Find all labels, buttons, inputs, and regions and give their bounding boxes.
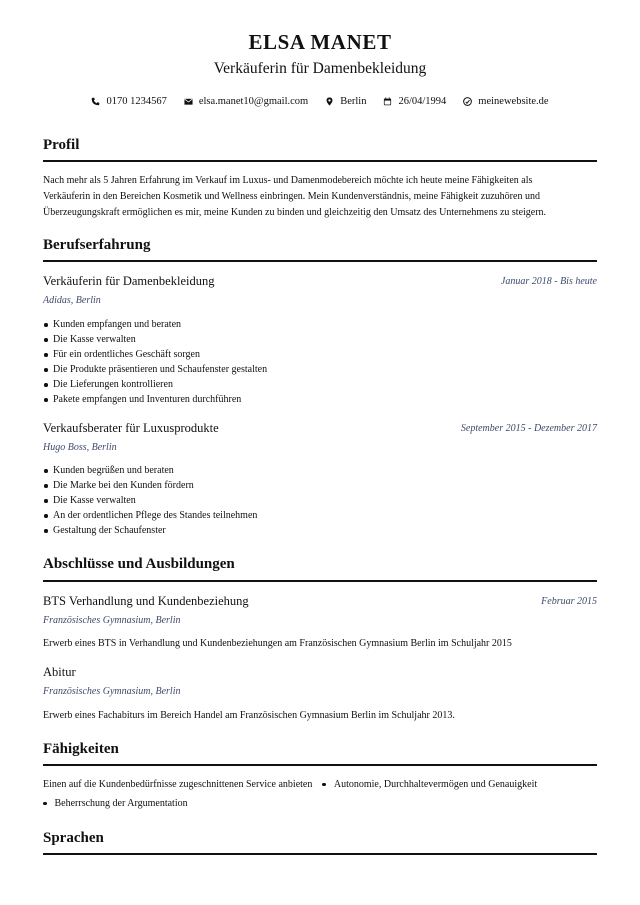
- list-item: Gestaltung der Schaufenster: [43, 523, 257, 538]
- section-heading-profile: Profil: [43, 137, 80, 153]
- skill-item: [43, 798, 188, 809]
- job-task-list: [43, 317, 267, 407]
- job-employer: Adidas, Berlin: [43, 295, 101, 306]
- job-date: September 2015 - Dezember 2017: [460, 423, 597, 434]
- skill-item: [322, 779, 537, 790]
- list-item: Kunden begrüßen und beraten: [43, 463, 257, 478]
- list-item: Die Marke bei den Kunden fördern: [43, 478, 257, 493]
- list-item: Die Kasse verwalten: [43, 493, 257, 508]
- contact-website-text: meinewebsite.de: [478, 96, 549, 107]
- contact-email: [184, 96, 308, 107]
- profile-line: Verkäuferin in den Bereichen Kosmetik und Wellness einbringen. Mein Kundenverständnis, meine Fähigkeit zuzuhören und: [43, 191, 540, 202]
- education-title: BTS Verhandlung und Kundenbeziehung: [43, 594, 249, 608]
- contact-phone: [91, 96, 166, 107]
- job-task-list: [43, 463, 257, 538]
- location-pin-icon: [325, 97, 334, 106]
- section-divider: [43, 853, 597, 855]
- education-description: Erwerb eines BTS in Verhandlung und Kundenbeziehungen am Französischen Gymnasium Berlin im Schuljahr 2015: [43, 638, 512, 649]
- profile-text: [43, 173, 597, 221]
- section-heading-experience: Berufserfahrung: [43, 237, 151, 253]
- job-employer: Hugo Boss, Berlin: [43, 442, 117, 453]
- contact-birthdate: [383, 96, 446, 107]
- candidate-job-title: Verkäuferin für Damenbekleidung: [213, 60, 427, 77]
- list-item: An der ordentlichen Pflege des Standes teilnehmen: [43, 508, 257, 523]
- calendar-icon: [383, 97, 392, 106]
- education-title: Abitur: [43, 665, 76, 679]
- section-heading-languages: Sprachen: [43, 830, 104, 846]
- skill-text: Einen auf die Kundenbedürfnisse zugeschnittenen Service anbieten: [43, 779, 313, 790]
- section-divider: [43, 260, 597, 262]
- section-divider: [43, 160, 597, 162]
- section-heading-education: Abschlüsse und Ausbildungen: [43, 556, 235, 572]
- section-heading-skills: Fähigkeiten: [43, 741, 119, 757]
- education-school: Französisches Gymnasium, Berlin: [43, 686, 181, 697]
- bullet-dot: [43, 802, 47, 806]
- phone-icon: [91, 97, 100, 106]
- contact-location-text: Berlin: [340, 96, 367, 107]
- contact-birthdate-text: 26/04/1994: [398, 96, 447, 107]
- bullet-dot: [322, 783, 326, 787]
- skills-row: [43, 779, 537, 790]
- job-title: Verkäuferin für Damenbekleidung: [43, 274, 215, 288]
- section-divider: [43, 764, 597, 766]
- education-school: Französisches Gymnasium, Berlin: [43, 615, 181, 626]
- list-item: Die Kasse verwalten: [43, 332, 267, 347]
- profile-line: Nach mehr als 5 Jahren Erfahrung im Verkauf im Luxus- und Damenmodebereich möchte ich heute meine Fähigkeiten als: [43, 175, 533, 186]
- profile-line: Überzeugungskraft ermöglichen es mir, meine Kunden zu binden und gleichzeitig den Umsatz des Unternehmens zu steigern.: [43, 207, 547, 218]
- list-item: Kunden empfangen und beraten: [43, 317, 267, 332]
- skill-item: [43, 779, 312, 790]
- skill-text: Autonomie, Durchhaltevermögen und Genauigkeit: [333, 779, 538, 790]
- job-title: Verkaufsberater für Luxusprodukte: [43, 421, 219, 435]
- skill-text: Beherrschung der Argumentation: [54, 798, 188, 809]
- candidate-name: ELSA MANET: [248, 30, 392, 54]
- section-divider: [43, 580, 597, 582]
- contact-bar: [0, 96, 640, 107]
- list-item: Die Produkte präsentieren und Schaufenster gestalten: [43, 362, 267, 377]
- list-item: Für ein ordentliches Geschäft sorgen: [43, 347, 267, 362]
- contact-email-text: elsa.manet10@gmail.com: [198, 96, 309, 107]
- list-item: Pakete empfangen und Inventuren durchführen: [43, 392, 267, 407]
- email-icon: [184, 97, 193, 106]
- contact-website: [463, 96, 548, 107]
- contact-location: [325, 96, 366, 107]
- education-date: Februar 2015: [541, 596, 597, 607]
- website-icon: [463, 97, 472, 106]
- contact-phone-text: 0170 1234567: [106, 96, 167, 107]
- education-description: Erwerb eines Fachabiturs im Bereich Handel am Französischen Gymnasium Berlin im Schuljahr 2013.: [43, 710, 455, 721]
- skills-row: [43, 798, 188, 809]
- list-item: Die Lieferungen kontrollieren: [43, 377, 267, 392]
- job-date: Januar 2018 - Bis heute: [500, 276, 597, 287]
